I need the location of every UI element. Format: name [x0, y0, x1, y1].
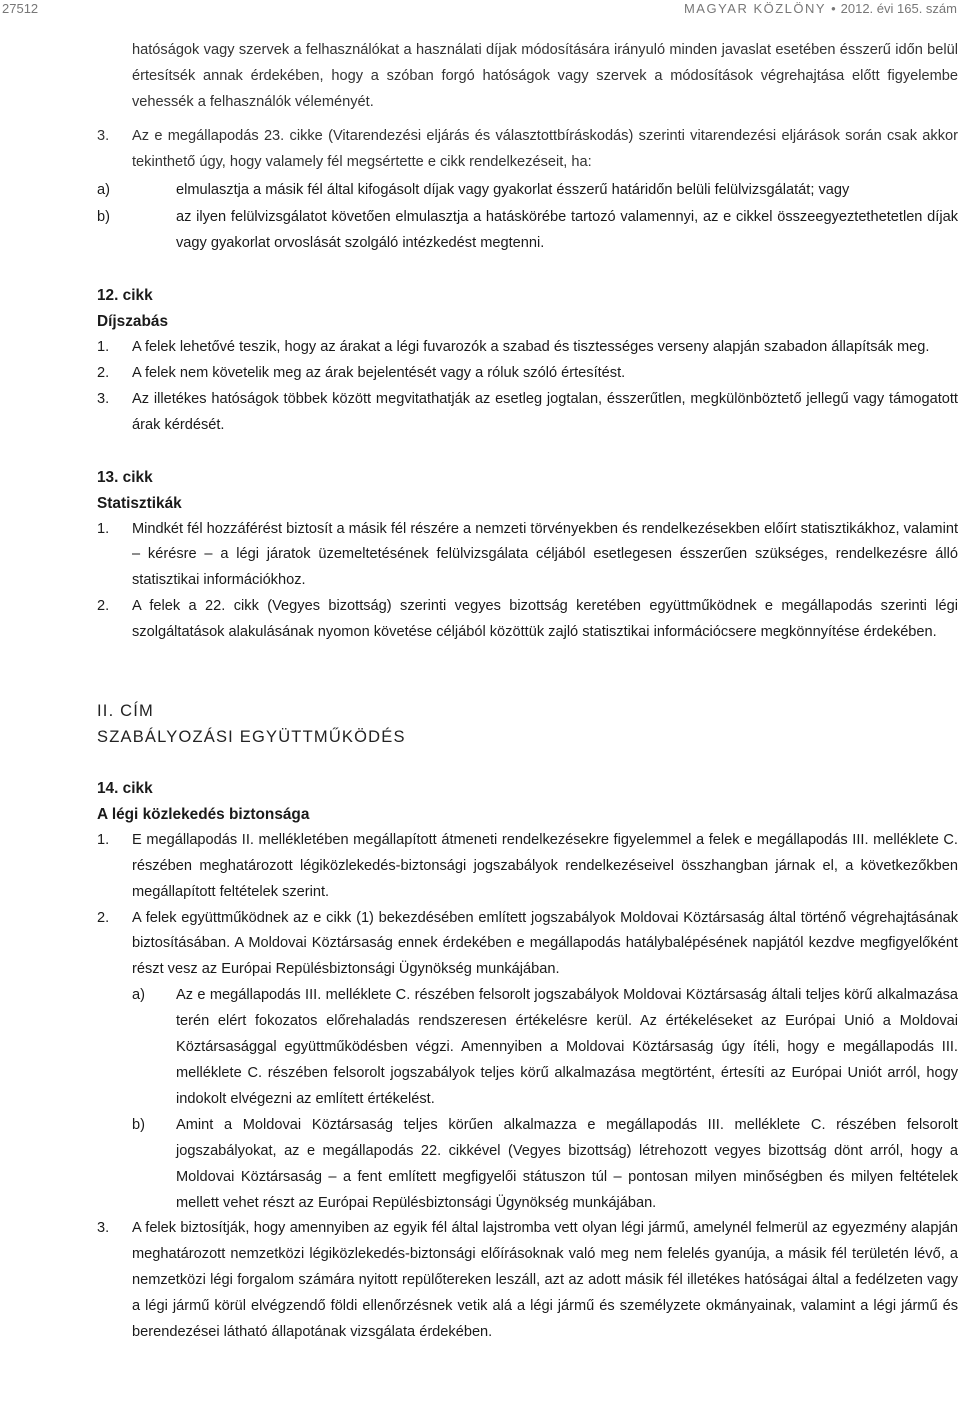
item-number: 2.	[97, 598, 110, 615]
item-number: 2.	[97, 364, 110, 381]
list-item	[97, 906, 958, 984]
continuation-paragraph: hatóságok vagy szervek a felhasználókat a használati díjak módosítására irányuló minden javaslat esetében ésszerű időn belül értesítsék annak érdekében, hogy a szóban forgó hatóságok vagy szervek a módosítások végrehajtása előtt figyelembe vehessék a felhasználók véleményét.	[132, 42, 958, 110]
list-item	[97, 828, 958, 906]
article-title: Díjszabás	[97, 313, 169, 331]
part-number: II. CÍM	[97, 702, 154, 721]
list-item	[97, 124, 958, 176]
sub-item-a	[97, 983, 958, 1113]
item-number: 3.	[97, 1220, 110, 1237]
running-header	[684, 1, 957, 16]
article-14	[97, 776, 958, 1346]
header-separator: •	[831, 1, 836, 16]
sub-item-label: a)	[132, 987, 145, 1004]
page-header	[0, 0, 960, 18]
list-item	[97, 1216, 958, 1346]
sub-item-text: Az e megállapodás III. melléklete C. részében felsorolt jogszabályok Moldovai Köztársaság általi teljes körű alkalmazása terén elért fokozatos előrehaladás rendszeresen értékelésre kerül. Az értékeléseket az Európai Unió a Moldovai Köztársasággal együttműködésben végzi. Amennyiben a Moldovai Köztársaság úgy ítéli, hogy e megállapodás III. melléklete C. részében felsorolt jogszabályok teljes körű alkalmazása megtörtént, értesíti az Európai Uniót arról, hogy indokolt elvégezni az említett értékelést.	[176, 987, 958, 1107]
item-text: Az illetékes hatóságok többek között megvitathatják az esetleg jogtalan, ésszerűtlen, megkülönböztető jellegű vagy támogatott árak kérdését.	[132, 390, 958, 433]
page-body	[97, 38, 958, 1346]
item-text: E megállapodás II. mellékletében megállapított átmeneti rendelkezésekre figyelemmel a felek e megállapodás III. melléklete C. részében meghatározott légiközlekedés-biztonsági jogszabályok rendelkezéseivel összhangban járnak el, a következőkben megállapított feltételek szerint.	[132, 831, 958, 900]
sub-item-label: b)	[132, 1116, 145, 1133]
sub-item-text: Amint a Moldovai Köztársaság teljes körűen alkalmazza e megállapodás III. melléklete C. részében felsorolt jogszabályokat, az e megállapodás 22. cikkével (Vegyes bizottság) létrehozott vegyes bizottság dönt arról, hogy a Moldovai Köztársaság – a fent említett megfigyelői státuszon túl – pontosan milyen minőségben és milyen feltételek mellett vehet részt az Európai Repülésbiztonsági Ügynökség munkájában.	[176, 1116, 958, 1211]
list-item	[97, 594, 958, 646]
list-item	[97, 387, 958, 439]
sub-item-b	[97, 1113, 958, 1217]
article-title: A légi közlekedés biztonsága	[97, 805, 310, 823]
item-text: A felek együttműködnek az e cikk (1) bekezdésében említett jogszabályok Moldovai Köztársaság által történő végrehajtásának biztosításában. A Moldovai Köztársaság ennek érdekében e megállapodás hatálybalépésének napjától kezdve megfigyelőként részt vesz az Európai Repülésbiztonsági Ügynökség munkájában.	[132, 909, 958, 978]
sub-item-text: az ilyen felülvizsgálatot követően elmulasztja a hatáskörébe tartozó valamennyi, az e cikkel összeegyeztethetetlen díjak vagy gyakorlat orvoslását szolgáló intézkedést megtenni.	[176, 209, 958, 252]
publication-title: MAGYAR KÖZLÖNY	[683, 1, 827, 16]
item-number: 1.	[97, 831, 110, 848]
item-text: A felek lehetővé teszik, hogy az árakat a légi fuvarozók a szabad és tisztességes verseny alapján szabadon állapítsák meg.	[132, 339, 930, 356]
item-number: 1.	[97, 520, 110, 537]
list-item	[97, 335, 958, 361]
sub-item-label: a)	[97, 181, 110, 198]
article-13	[97, 465, 958, 646]
item-text: A felek a 22. cikk (Vegyes bizottság) szerinti vegyes bizottság keretében együttműködnek e megállapodás szerinti légi szolgáltatások alakulásának nyomon követése céljából közöttük zajló statisztikai információcsere megkönnyítése érdekében.	[132, 598, 958, 641]
item-text: Az e megállapodás 23. cikke (Vitarendezési eljárás és választottbíráskodás) szerinti vitarendezési eljárások során csak akkor tekinthető úgy, hogy valamely fél megsértette e cikk rendelkezéseit, ha:	[132, 127, 958, 170]
article-number: 13. cikk	[97, 468, 153, 486]
sub-item-label: b)	[97, 209, 110, 226]
list-item	[97, 517, 958, 595]
continuation-section	[97, 38, 958, 176]
item-text: Mindkét fél hozzáférést biztosít a másik fél részére a nemzeti törvényekben és rendelkezésekben előírt statisztikákhoz, valamint – kérésre – a légi járatok üzemeltetésének felülvizsgálata céljából esetlegesen ésszerűen szükséges, rendelkezésre álló statisztikai információkhoz.	[132, 520, 958, 589]
sub-item-a	[97, 178, 958, 204]
issue-number: 2012. évi 165. szám	[840, 1, 957, 16]
part-heading	[97, 698, 958, 750]
part-title: SZABÁLYOZÁSI EGYÜTTMŰKÖDÉS	[97, 728, 406, 747]
item-text: A felek nem követelik meg az árak bejelentését vagy a róluk szóló értesítést.	[132, 364, 626, 381]
list-item	[97, 361, 958, 387]
article-title: Statisztikák	[97, 494, 182, 512]
item-text: A felek biztosítják, hogy amennyiben az egyik fél által lajstromba vett olyan légi jármű, amelynél felmerül az egyezmény alapján meghatározott nemzetközi légiközlekedés-biztonsági előírásoknak való meg nem felelés gyanúja, a másik fél területén lévő, a nemzetközi légi forgalom számára nyitott repülőtereken leszáll, azt az adott másik fél illetékes hatóságai által a fedélzeten vagy a légi jármű körül elvégzendő földi ellenőrzésnek vetik alá a légi jármű és személyzete okmányainak, valamint a légi jármű és berendezései látható állapotának vizsgálata érdekében.	[132, 1220, 958, 1341]
item-number: 1.	[97, 339, 110, 356]
article-12	[97, 283, 958, 438]
item-number: 3.	[97, 127, 110, 144]
item-number: 2.	[97, 909, 110, 926]
item-number: 3.	[97, 390, 110, 407]
article-number: 12. cikk	[97, 287, 153, 305]
sub-item-text: elmulasztja a másik fél által kifogásolt díjak vagy gyakorlat ésszerű határidőn belüli felülvizsgálatát; vagy	[176, 181, 850, 198]
page-number: 27512	[2, 1, 39, 16]
sub-item-b	[97, 205, 958, 257]
article-number: 14. cikk	[97, 780, 153, 798]
